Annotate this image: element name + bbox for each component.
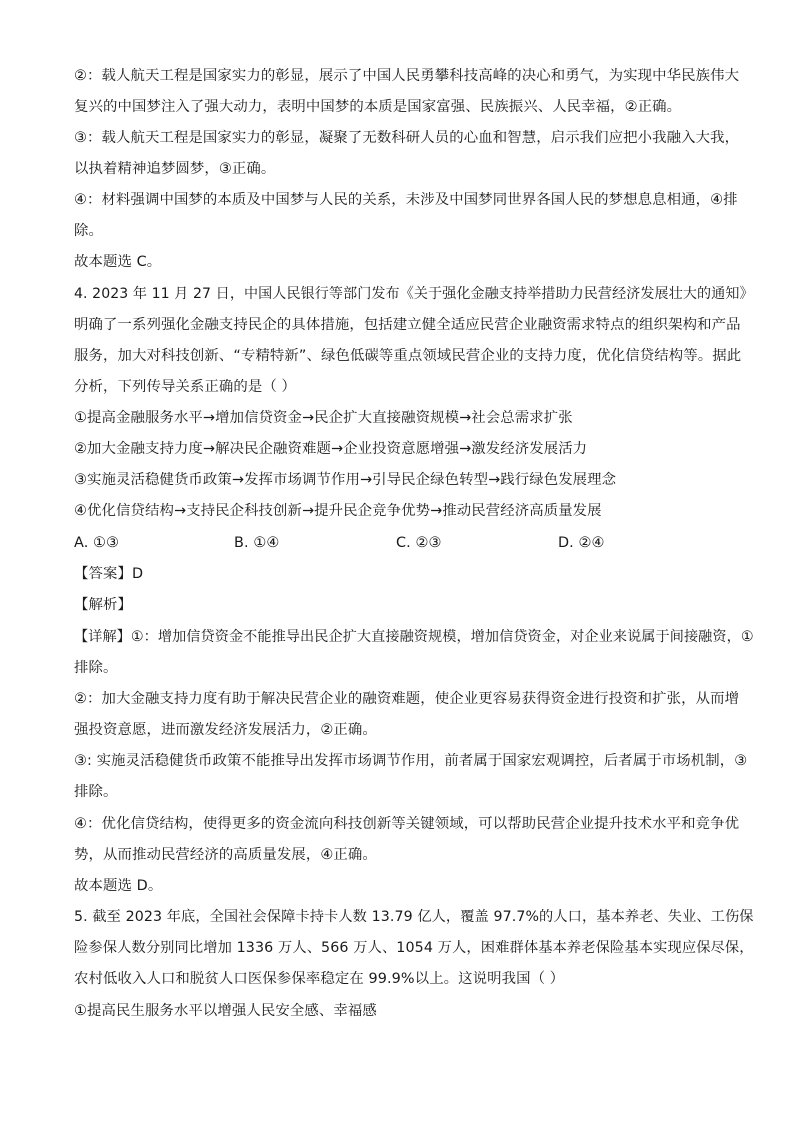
q4-stem-line-4: 分析，下列传导关系正确的是（ ）	[74, 379, 297, 395]
q4-detail-line-1	[74, 627, 754, 647]
q4-detail-line-3: ②：加大金融支持力度有助于解决民营企业的融资难题，使企业更容易获得资金进行投资和扩张，从而增	[74, 691, 740, 707]
detail-label: 【详解】	[74, 629, 131, 645]
answer-label: 【答案】	[74, 566, 132, 582]
q4-item-1: ①提高金融服务水平→增加信贷资金→民企扩大直接融资规模→社会总需求扩张	[74, 410, 573, 426]
q3-analysis-line-5: ④：材料强调中国梦的本质及中国梦与人民的关系，未涉及中国梦同世界各国人民的梦想息息相通，④排	[74, 192, 738, 208]
q3-analysis-line-2: 复兴的中国梦注入了强大动力，表明中国梦的本质是国家富强、民族振兴、人民幸福，②正确。	[74, 99, 682, 115]
q4-detail-line-4: 强投资意愿，进而激发经济发展活力，②正确。	[74, 722, 377, 738]
detail-text-1: ①：增加信贷资金不能推导出民企扩大直接融资规模，增加信贷资金，对企业来说属于间接融资，①	[130, 629, 754, 645]
q4-options	[74, 533, 734, 553]
q4-stem-line-2: 明确了一系列强化金融支持民企的具体措施，包括建立健全适应民营企业融资需求特点的组织架构和产品	[74, 317, 741, 333]
q5-stem-line-1: 5. 截至 2023 年底，全国社会保障卡持卡人数 13.79 亿人，覆盖 97.7%的人口，基本养老、失业、工伤保	[74, 909, 754, 925]
q4-item-4: ④优化信贷结构→支持民企科技创新→提升民企竞争优势→推动民营经济高质量发展	[74, 503, 602, 519]
q3-analysis-line-4: 以执着精神追梦圆梦，③正确。	[74, 161, 276, 177]
q3-analysis-line-1: ②：载人航天工程是国家实力的彰显，展示了中国人民勇攀科技高峰的决心和勇气，为实现中华民族伟大	[74, 68, 740, 84]
answer-value: D	[131, 566, 144, 582]
q5-item-1: ①提高民生服务水平以增强人民安全感、幸福感	[74, 1003, 377, 1019]
q4-item-2: ②加大金融支持力度→解决民企融资难题→企业投资意愿增强→激发经济发展活力	[74, 441, 588, 457]
q4-stem-line-3: 服务，加大对科技创新、“专精特新”、绿色低碳等重点领域民营企业的支持力度，优化信贷结构等。据此	[74, 348, 742, 364]
q5-stem-line-3: 农村低收入人口和脱贫人口医保参保率稳定在 99.9%以上。这说明我国（ ）	[74, 971, 565, 987]
q4-option-c: C. ②③	[396, 535, 442, 551]
q4-detail-line-5: ③: 实施灵活稳健货币政策不能推导出发挥市场调节作用，前者属于国家宏观调控，后者属于市场机制，③	[74, 753, 748, 769]
q4-detail-line-8: 势，从而推动民营经济的高质量发展，④正确。	[74, 847, 377, 863]
q4-option-a: A. ①③	[74, 535, 120, 551]
q4-option-d: D. ②④	[558, 535, 605, 551]
q4-answer	[74, 564, 143, 584]
q4-conclusion: 故本题选 D。	[74, 878, 163, 894]
q4-item-3: ③实施灵活稳健货币政策→发挥市场调节作用→引导民企绿色转型→践行绿色发展理念	[74, 472, 617, 488]
q4-analysis-label: 【解析】	[74, 597, 132, 613]
q4-detail-line-6: 排除。	[74, 784, 118, 800]
q4-option-b: B. ①④	[234, 535, 280, 551]
q5-stem-line-2: 险参保人数分别同比增加 1336 万人、566 万人、1054 万人，困难群体基本养老保险基本实现应保尽保，	[74, 940, 754, 956]
q3-conclusion: 故本题选 C。	[74, 254, 162, 270]
q4-stem-line-1: 4. 2023 年 11 月 27 日，中国人民银行等部门发布《关于强化金融支持举措助力民营经济发展壮大的通知》	[74, 286, 754, 302]
q3-analysis-line-3: ③：载人航天工程是国家实力的彰显，凝聚了无数科研人员的心血和智慧，启示我们应把小我融入大我，	[74, 130, 740, 146]
q4-detail-line-7: ④：优化信贷结构，使得更多的资金流向科技创新等关键领域，可以帮助民营企业提升技术水平和竞争优	[74, 816, 740, 832]
q3-analysis-line-6: 除。	[74, 223, 103, 239]
q4-detail-line-2: 排除。	[74, 660, 118, 676]
